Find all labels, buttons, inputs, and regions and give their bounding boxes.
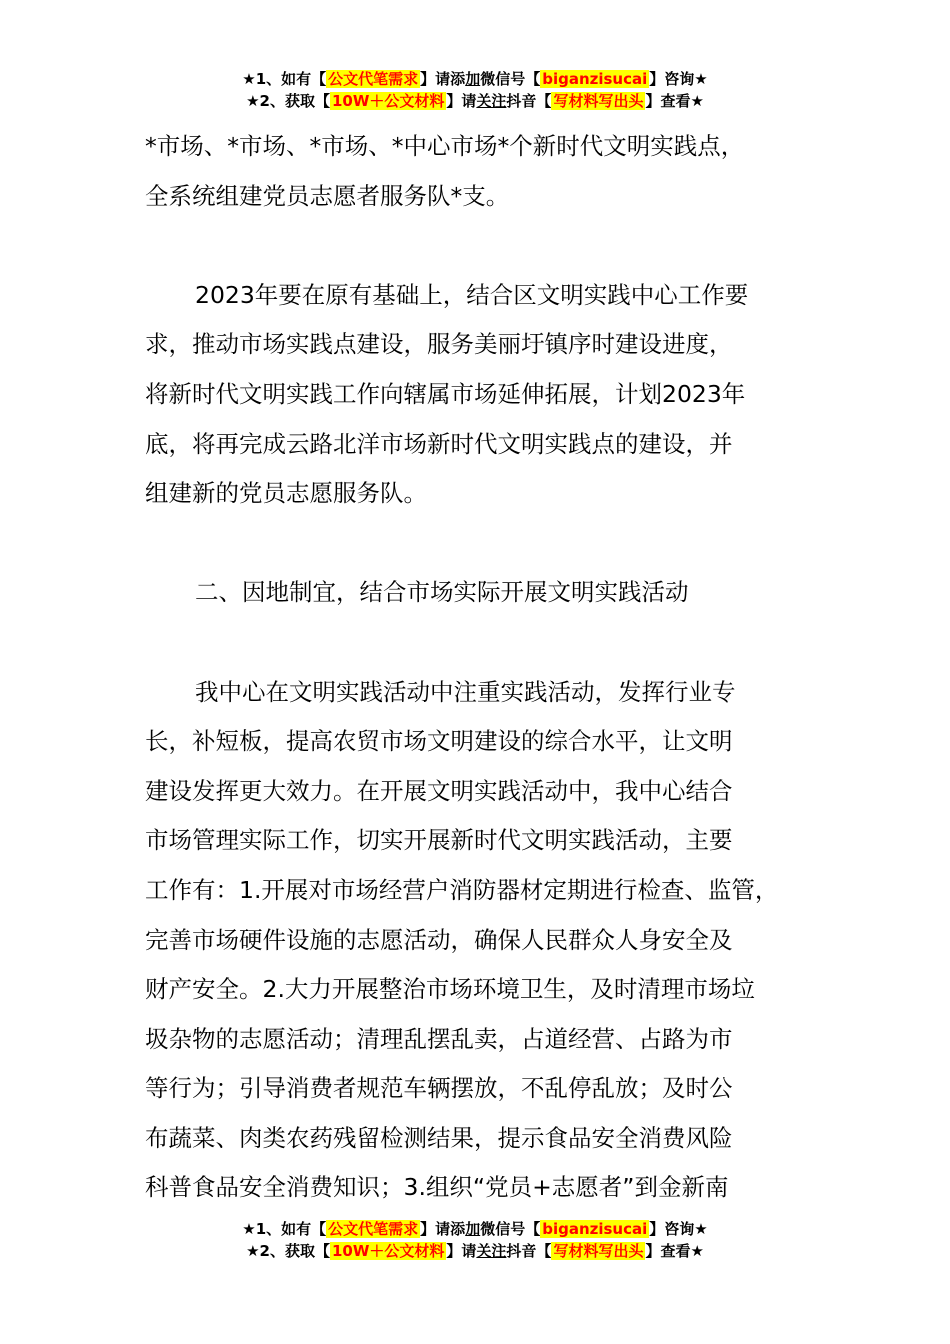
body-line: 建设发挥更大效力。在开展文明实践活动中，我中心结合 xyxy=(145,776,733,805)
body-line: 等行为；引导消费者规范车辆摆放，不乱停乱放；及时公 xyxy=(145,1074,733,1103)
highlight-materials: 10W＋公文材料 xyxy=(331,92,445,110)
bottom-banner xyxy=(0,1218,950,1262)
banner-line-1: ★1、如有【 公文代笔需求 】请添加微信号【 biganzisucai 】咨询★ xyxy=(242,1220,708,1238)
banner-line-1: ★1、如有【 公文代笔需求 】请添加微信号【 biganzisucai 】咨询★ xyxy=(242,70,708,88)
body-line: 圾杂物的志愿活动；清理乱摆乱卖，占道经营、占路为市 xyxy=(145,1024,733,1053)
body-line: 将新时代文明实践工作向辖属市场延伸拓展，计划2023年 xyxy=(145,379,746,408)
body-line: 市场管理实际工作，切实开展新时代文明实践活动，主要 xyxy=(145,826,733,855)
body-line: 长，补短板，提高农贸市场文明建设的综合水平，让文明 xyxy=(145,727,733,756)
highlight-writing-service: 公文代笔需求 xyxy=(328,1220,419,1238)
banner-line-2: ★2、获取【 10W＋公文材料 】请关注抖音【 写材料写出头 】查看★ xyxy=(246,1242,704,1260)
paragraph-start: 我中心在文明实践活动中注重实践活动，发挥行业专 xyxy=(195,677,736,706)
highlight-materials: 10W＋公文材料 xyxy=(331,1242,445,1260)
body-line: 求，推动市场实践点建设，服务美丽圩镇序时建设进度， xyxy=(145,330,733,359)
highlight-wechat-id: biganzisucai xyxy=(542,1220,648,1238)
body-line: 全系统组建党员志愿者服务队*支。 xyxy=(145,181,510,210)
blank-line xyxy=(145,221,830,271)
blank-line xyxy=(145,618,830,668)
body-line: *市场、*市场、*市场、*中心市场*个新时代文明实践点， xyxy=(145,132,745,160)
body-line: 工作有：1.开展对市场经营户消防器材定期进行检查、监管， xyxy=(145,875,779,904)
highlight-douyin: 写材料写出头 xyxy=(553,1242,644,1260)
document-body xyxy=(145,122,830,1213)
body-line: 完善市场硬件设施的志愿活动，确保人民群众人身安全及 xyxy=(145,925,733,954)
body-line: 底，将再完成云路北洋市场新时代文明实践点的建设，并 xyxy=(145,429,733,458)
body-line: 组建新的党员志愿服务队。 xyxy=(145,479,427,508)
body-line: 财产安全。2.大力开展整治市场环境卫生，及时清理市场垃 xyxy=(145,975,755,1004)
body-line: 科普食品安全消费知识；3.组织“党员+志愿者”到金新南 xyxy=(145,1173,729,1202)
paragraph-start: 2023年要在原有基础上，结合区文明实践中心工作要 xyxy=(195,280,749,309)
blank-line xyxy=(145,519,830,569)
body-line: 布蔬菜、肉类农药残留检测结果，提示食品安全消费风险 xyxy=(145,1123,733,1152)
section-heading: 二、因地制宜，结合市场实际开展文明实践活动 xyxy=(195,578,689,607)
highlight-wechat-id: biganzisucai xyxy=(542,70,648,88)
highlight-writing-service: 公文代笔需求 xyxy=(328,70,419,88)
highlight-douyin: 写材料写出头 xyxy=(553,92,644,110)
banner-line-2: ★2、获取【 10W＋公文材料 】请关注抖音【 写材料写出头 】查看★ xyxy=(246,92,704,110)
top-banner xyxy=(0,68,950,112)
